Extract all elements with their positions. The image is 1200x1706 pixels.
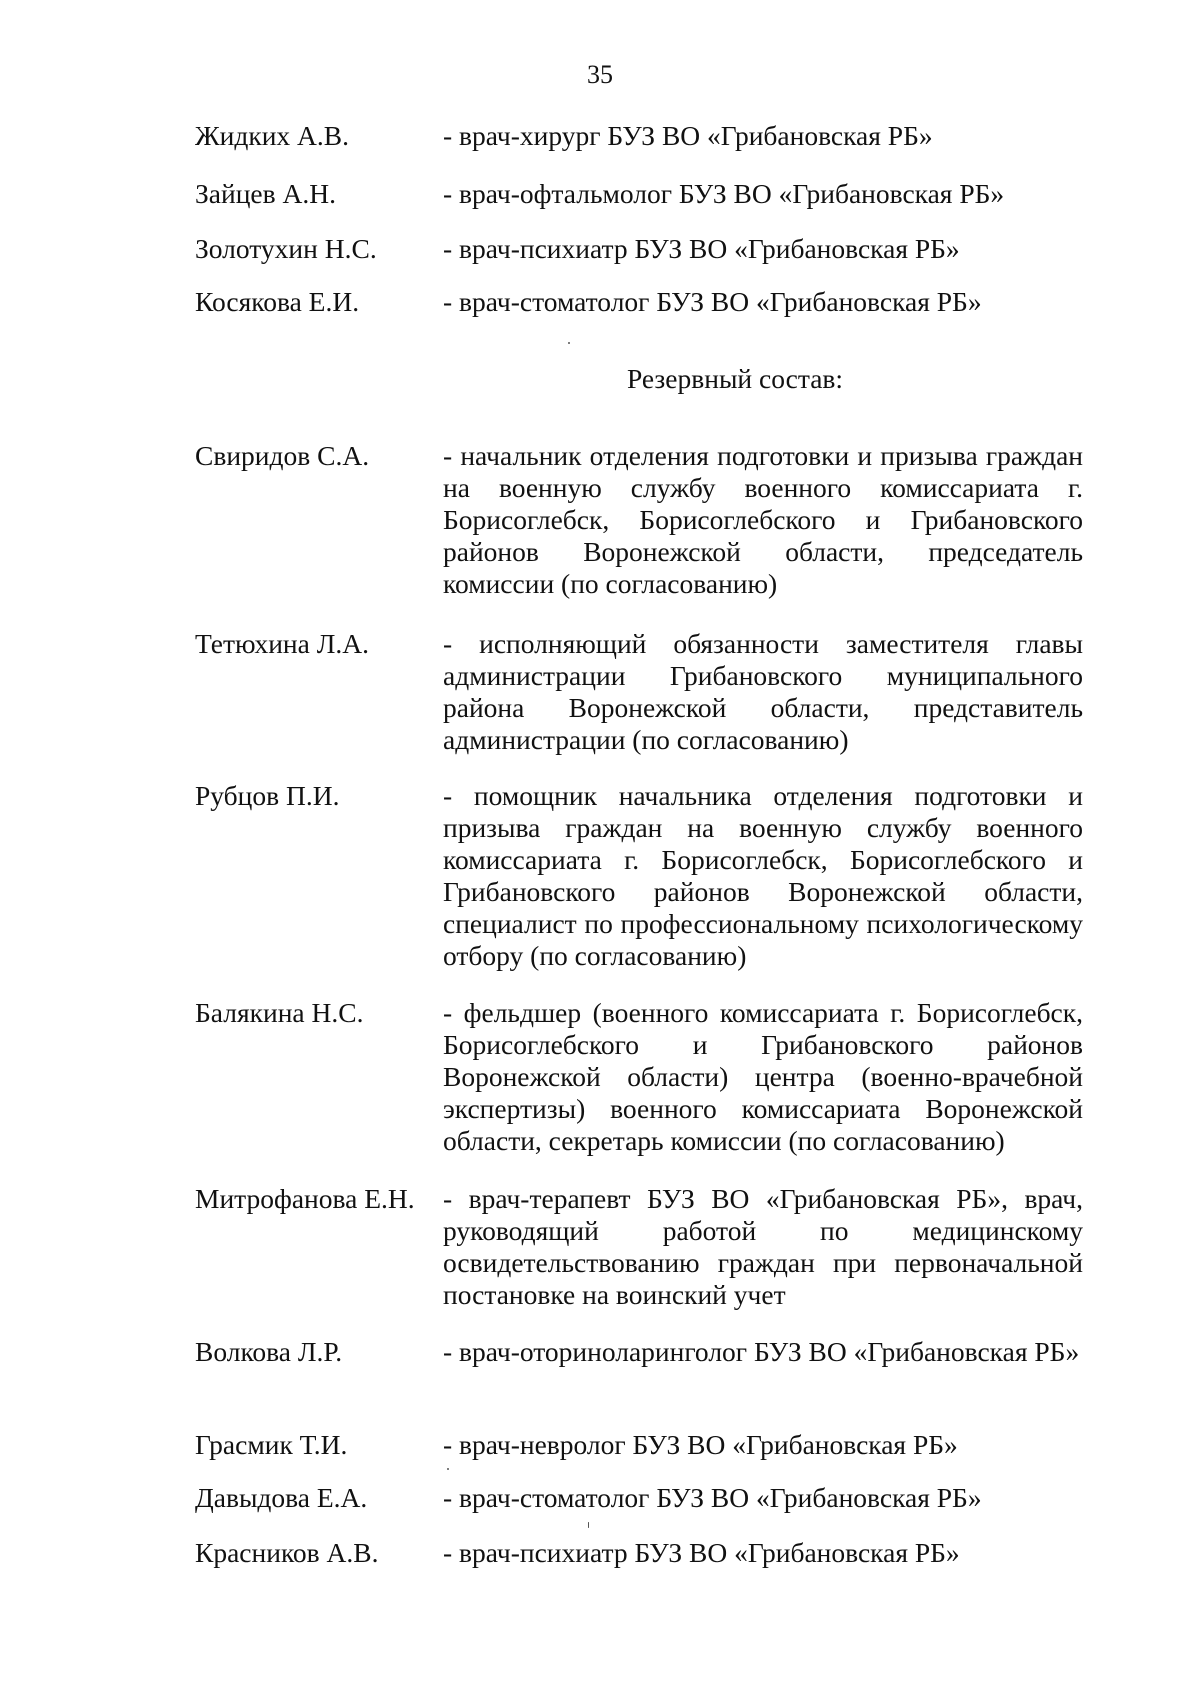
member-role: - начальник отделения подготовки и призыва граждан на военную службу военного комиссариата г. Борисоглебск, Борисоглебского и Грибановского районов Воронежской области, председатель комиссии (по согласованию) — [443, 440, 1083, 599]
member-name: Волкова Л.Р. — [195, 1336, 343, 1367]
main-member-3 — [195, 233, 1095, 265]
member-role: - фельдшер (военного комиссариата г. Борисоглебск, Борисоглебского и Грибановского районов Воронежской области) центра (военно-врачебной экспертизы) военного комиссариата Воронежской области, секретарь комиссии (по согласованию) — [443, 997, 1083, 1156]
reserve-member-8 — [195, 1482, 1095, 1514]
member-role: - врач-стоматолог БУЗ ВО «Грибановская РБ» — [443, 286, 982, 317]
member-role: - помощник начальника отделения подготовки и призыва граждан на военную службу военного комиссариата г. Борисоглебск, Борисоглебского и Грибановского районов Воронежской области, специалист по профессиональному психологическому отбору (по согласованию) — [443, 780, 1083, 971]
reserve-member-9 — [195, 1537, 1095, 1569]
member-role: - врач-стоматолог БУЗ ВО «Грибановская РБ» — [443, 1482, 982, 1513]
page-number: 35 — [587, 60, 613, 89]
main-member-4 — [195, 286, 1095, 318]
scan-speck — [588, 1522, 589, 1528]
scan-speck — [568, 342, 570, 344]
reserve-member-3 — [195, 780, 1095, 972]
member-name: Давыдова Е.А. — [195, 1482, 368, 1513]
reserve-member-2 — [195, 628, 1095, 756]
member-role: - исполняющий обязанности заместителя главы администрации Грибановского муниципального района Воронежской области, представитель администрации (по согласованию) — [443, 628, 1083, 755]
member-name: Золотухин Н.С. — [195, 233, 377, 264]
member-role: - врач-оториноларинголог БУЗ ВО «Грибановская РБ» — [443, 1336, 1080, 1367]
member-role: - врач-психиатр БУЗ ВО «Грибановская РБ» — [443, 233, 960, 264]
main-member-1 — [195, 120, 1095, 152]
reserve-member-6 — [195, 1336, 1095, 1368]
member-role: - врач-невролог БУЗ ВО «Грибановская РБ» — [443, 1429, 958, 1460]
member-name: Грасмик Т.И. — [195, 1429, 348, 1460]
member-name: Свиридов С.А. — [195, 440, 370, 471]
member-role: - врач-терапевт БУЗ ВО «Грибановская РБ», врач, руководящий работой по медицинскому освидетельствованию граждан при первоначальной постановке на воинский учет — [443, 1183, 1083, 1310]
member-name: Тетюхина Л.А. — [195, 628, 369, 659]
member-name: Рубцов П.И. — [195, 780, 340, 811]
reserve-member-7 — [195, 1429, 1095, 1461]
member-name: Балякина Н.С. — [195, 997, 364, 1028]
scan-speck — [447, 1468, 449, 1470]
reserve-section-title: Резервный состав: — [626, 363, 844, 394]
member-role: - врач-офтальмолог БУЗ ВО «Грибановская РБ» — [443, 178, 1005, 209]
member-name: Косякова Е.И. — [195, 286, 360, 317]
member-name: Красников А.В. — [195, 1537, 379, 1568]
reserve-member-5 — [195, 1183, 1095, 1311]
reserve-member-1 — [195, 440, 1095, 600]
member-role: - врач-психиатр БУЗ ВО «Грибановская РБ» — [443, 1537, 960, 1568]
main-member-2 — [195, 178, 1095, 210]
member-role: - врач-хирург БУЗ ВО «Грибановская РБ» — [443, 120, 933, 151]
member-name: Жидких А.В. — [195, 120, 350, 151]
member-name: Митрофанова Е.Н. — [195, 1183, 415, 1214]
reserve-member-4 — [195, 997, 1095, 1157]
member-name: Зайцев А.Н. — [195, 178, 336, 209]
